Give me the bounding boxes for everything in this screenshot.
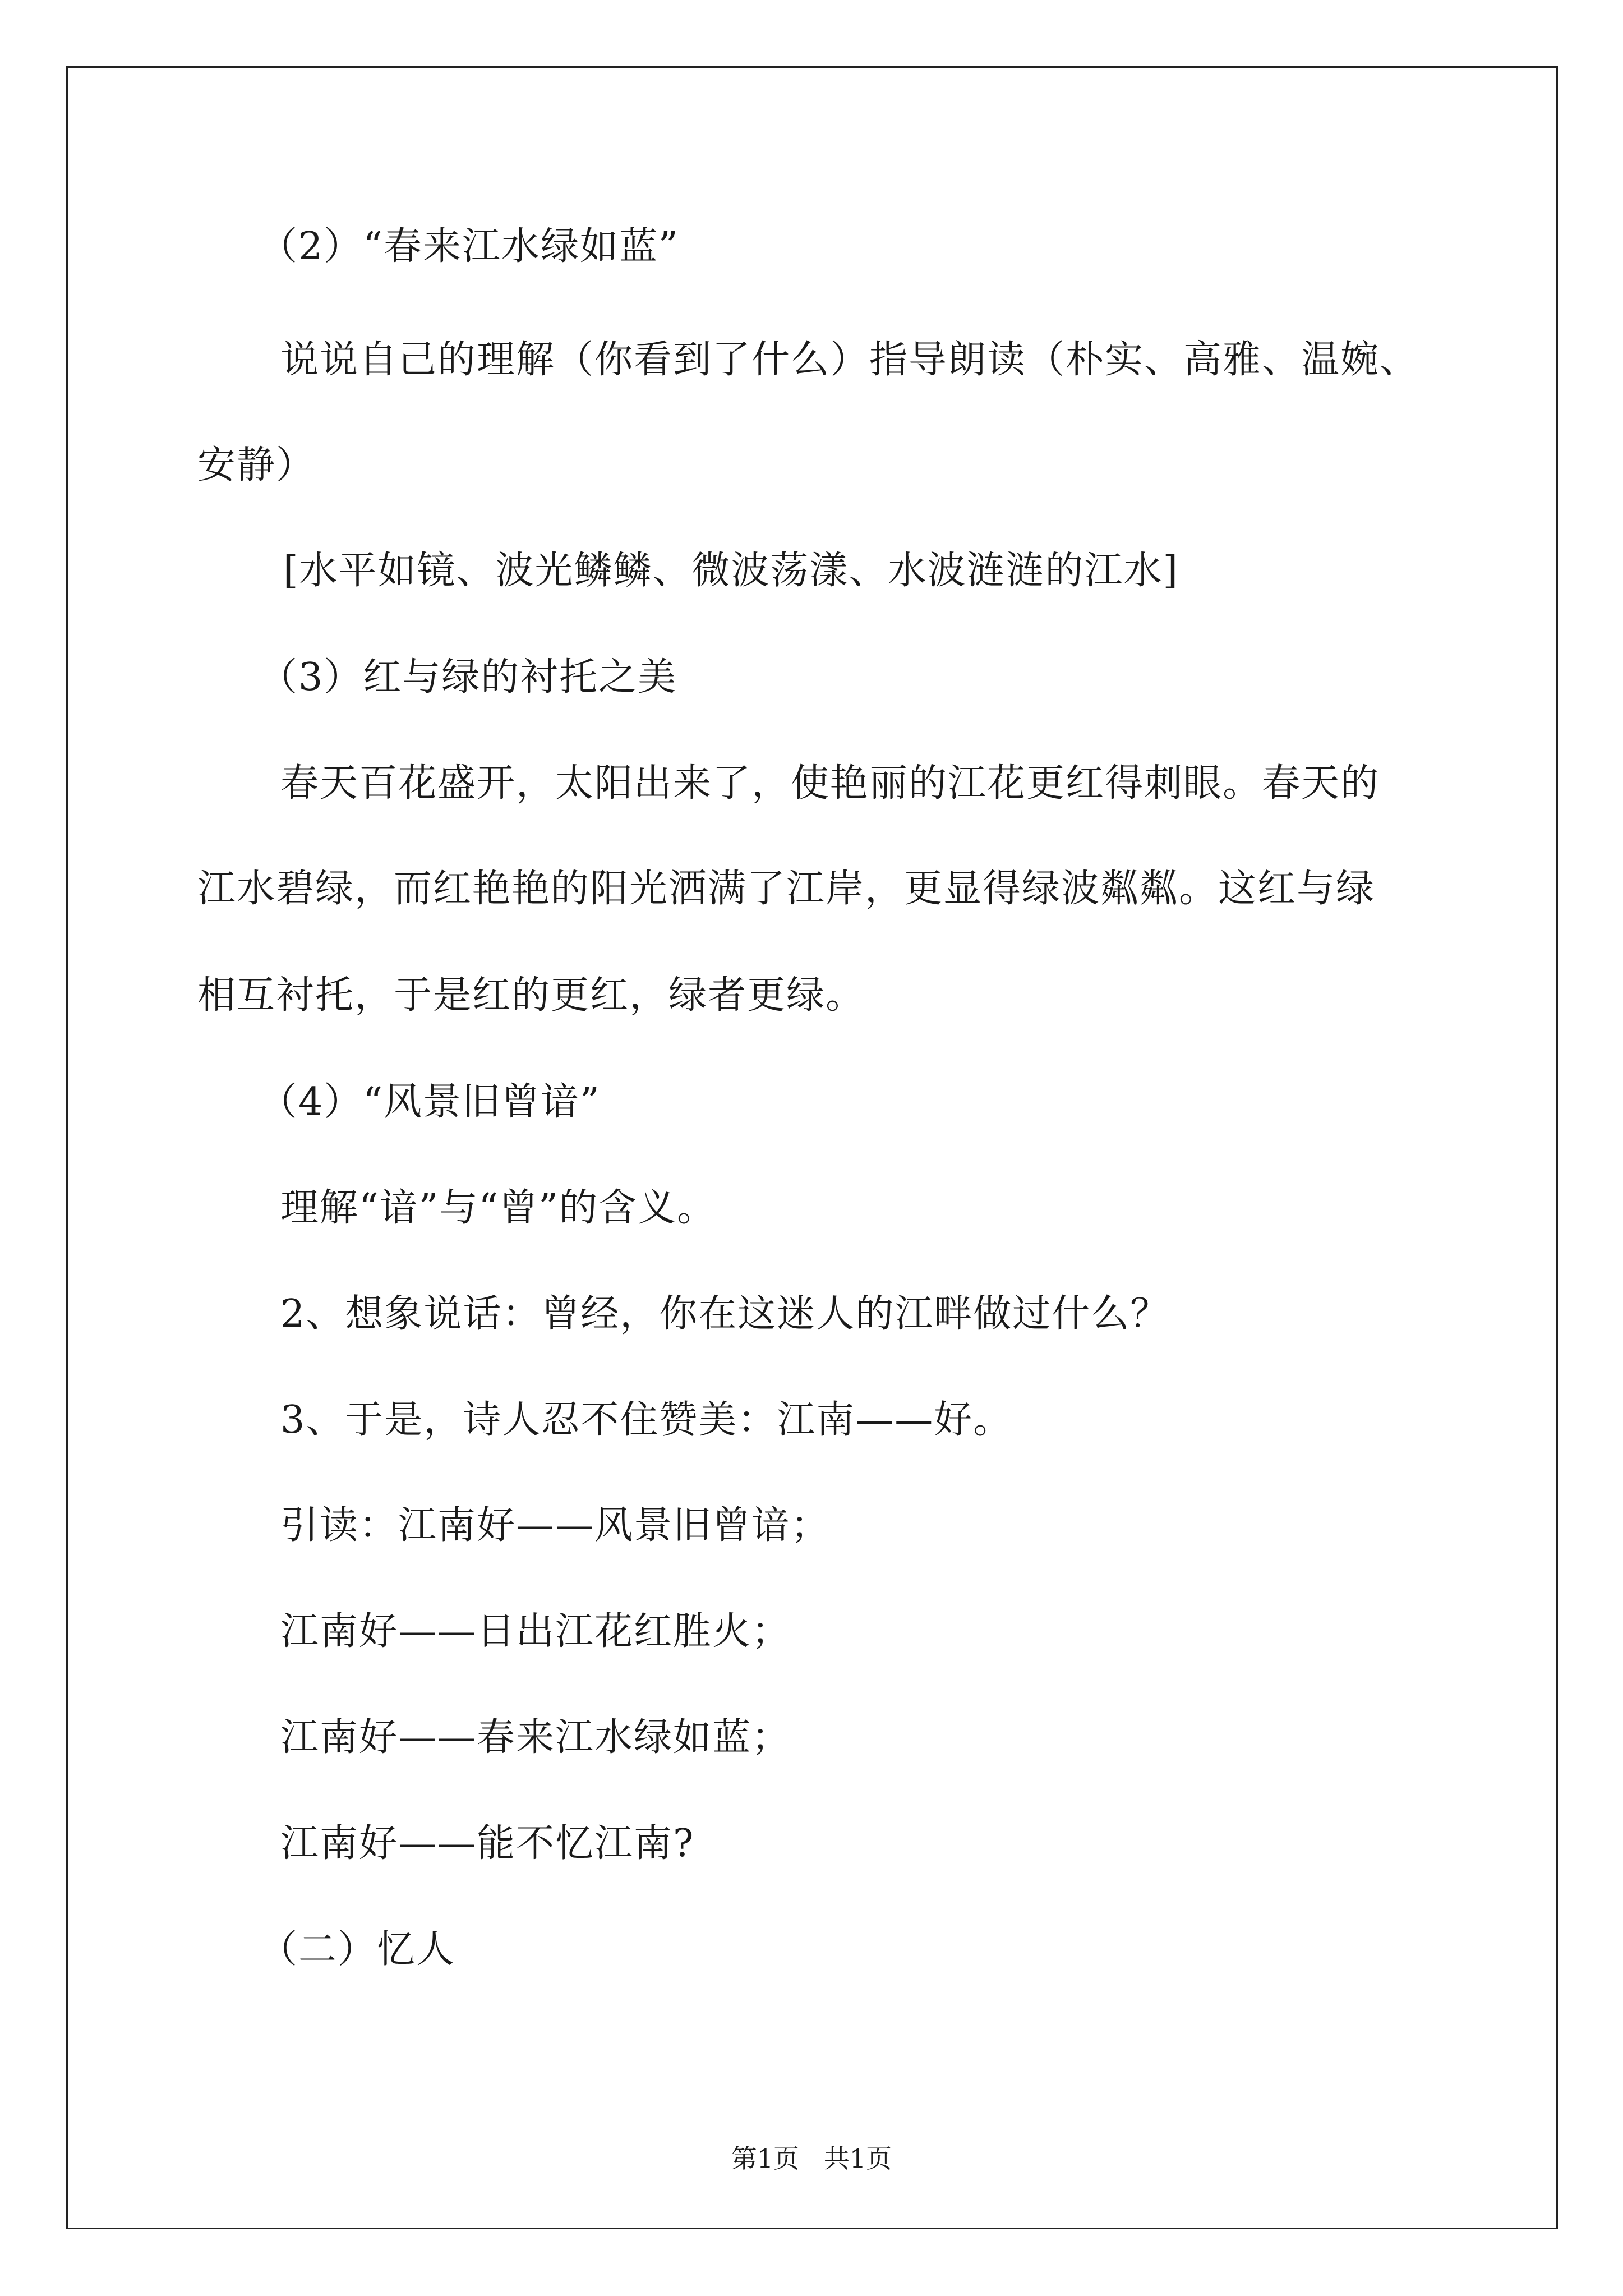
- text-line: 理解“谙”与“曾”的含义。: [280, 1186, 717, 1230]
- text-line: （2）“春来江水绿如蓝”: [259, 224, 679, 269]
- text-line: 相互衬托，于是红的更红，绿者更绿。: [197, 973, 865, 1018]
- text-line: 引读：江南好——风景旧曾谙；: [280, 1503, 831, 1548]
- text-line: [水平如镜、波光鳞鳞、微波荡漾、水波涟涟的江水]: [283, 549, 1179, 593]
- text-line: 安静）: [197, 443, 316, 487]
- page-border: [66, 66, 1558, 2229]
- text-line: 江南好——能不忆江南?: [280, 1821, 695, 1866]
- text-line: （3）红与绿的衬托之美: [259, 655, 677, 700]
- text-line: 春天百花盛开，太阳出来了，使艳丽的江花更红得刺眼。春天的: [280, 761, 1380, 806]
- text-line: 说说自己的理解（你看到了什么）指导朗读（朴实、高雅、温婉、: [280, 338, 1419, 382]
- text-line: 江南好——日出江花红胜火；: [280, 1609, 791, 1654]
- text-line: 2、想象说话：曾经，你在这迷人的江畔做过什么？: [280, 1292, 1170, 1336]
- text-line: 江南好——春来江水绿如蓝；: [280, 1715, 791, 1760]
- text-line: 3、于是，诗人忍不住赞美：江南——好。: [280, 1398, 1013, 1442]
- text-line: （4）“风景旧曾谙”: [259, 1080, 601, 1124]
- text-line: 江水碧绿，而红艳艳的阳光洒满了江岸，更显得绿波粼粼。这红与绿: [197, 867, 1376, 911]
- page-footer: 第1页 共1页: [731, 2143, 892, 2174]
- text-line: （二）忆人: [259, 1927, 456, 1972]
